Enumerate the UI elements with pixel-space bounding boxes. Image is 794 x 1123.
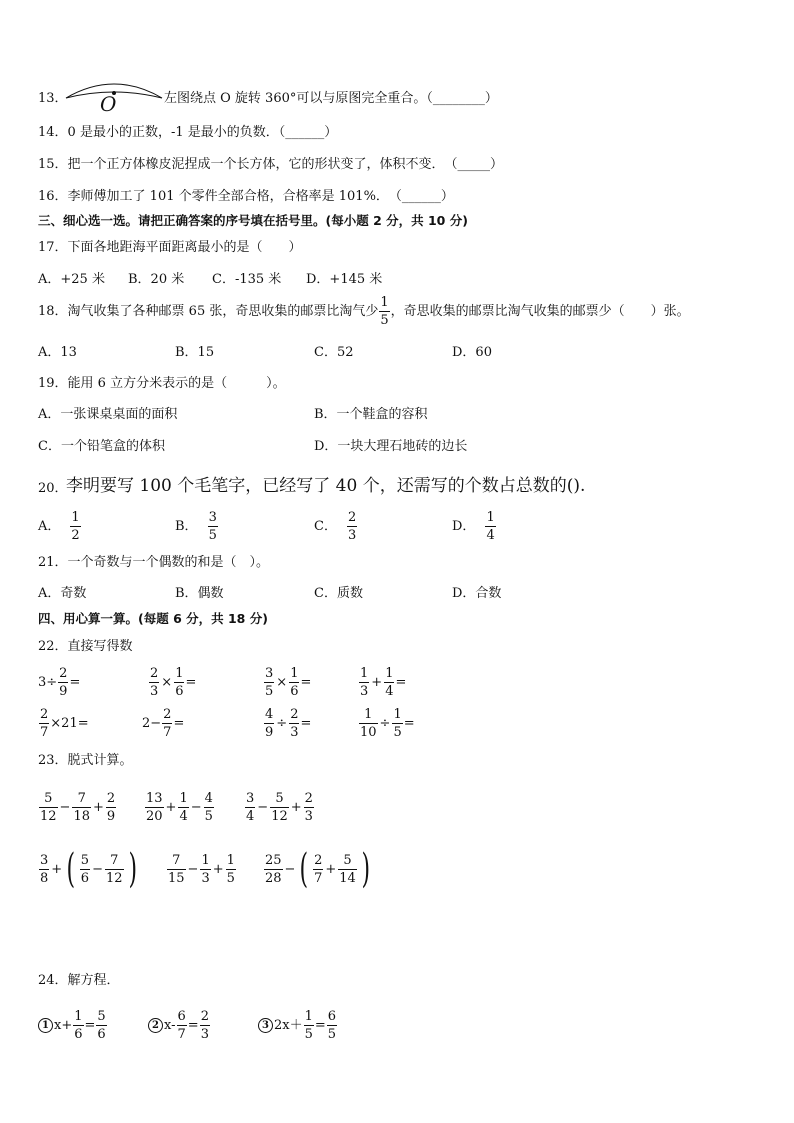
q20-option-c-label: C． xyxy=(314,518,337,534)
numerator: 2 xyxy=(150,665,159,681)
numerator: 1 xyxy=(385,665,394,681)
denominator: 20 xyxy=(146,808,163,824)
q24-equation-2 xyxy=(148,1005,211,1045)
q21-option-c: C．质数 xyxy=(314,586,363,601)
fraction-b xyxy=(384,667,394,698)
denominator: 4 xyxy=(246,808,255,824)
operator-2: + xyxy=(212,861,224,877)
q20-number: 20． xyxy=(38,481,68,496)
q18-stem-post: ，奇思收集的邮票比淘气收集的邮票少（ ）张。 xyxy=(390,304,690,319)
operator-1: − xyxy=(257,799,269,815)
numerator: 1 xyxy=(393,706,402,722)
fraction-2 xyxy=(327,1010,337,1041)
q19-stem: 19．能用 6 立方分米表示的是（ ）。 xyxy=(38,376,286,391)
q19-option-b: B．一个鞋盒的容积 xyxy=(314,407,428,422)
numerator: 1 xyxy=(179,790,188,806)
denominator: 7 xyxy=(163,724,172,740)
numerator: 2 xyxy=(290,706,299,722)
numerator: 1 xyxy=(364,706,373,722)
q20-option-d xyxy=(452,506,497,546)
fraction xyxy=(39,708,49,739)
q19-option-d: D．一块大理石地砖的边长 xyxy=(314,439,468,454)
denominator: 9 xyxy=(106,808,116,824)
fraction-2 xyxy=(178,792,188,823)
q18-fraction-denominator: 5 xyxy=(380,313,389,328)
q23-expr-4 xyxy=(38,847,140,891)
numerator: 1 xyxy=(304,1008,313,1024)
fraction-b xyxy=(174,667,184,698)
numerator: 1 xyxy=(175,665,184,681)
q18-stem-pre: 18．淘气收集了各种邮票 65 张，奇思收集的邮票比淘气少 xyxy=(38,304,379,319)
q17-stem: 17．下面各地距海平面距离最小的是（ ） xyxy=(38,240,302,255)
numerator: 25 xyxy=(265,852,282,868)
denominator: 18 xyxy=(73,808,90,824)
operator-1: + xyxy=(165,799,177,815)
numerator: 1 xyxy=(360,665,369,681)
q20-option-a-fraction xyxy=(70,511,80,542)
q22-expr-4 xyxy=(358,662,406,702)
equals: = xyxy=(314,1017,326,1033)
lead: 2− xyxy=(142,715,162,731)
tail: ×21= xyxy=(50,715,89,731)
denominator: 6 xyxy=(175,683,184,699)
fraction-a xyxy=(149,667,159,698)
q20-option-c-fraction xyxy=(347,511,357,542)
q19-option-a: A．一张课桌桌面的面积 xyxy=(38,407,178,422)
q23-expr-3 xyxy=(244,786,315,828)
numerator: 1 xyxy=(74,1008,83,1024)
denominator: 6 xyxy=(74,1026,83,1042)
section-4-title: 四、用心算一算。(每题 6 分，共 18 分) xyxy=(38,611,268,626)
q22-expr-1-fraction xyxy=(58,667,68,698)
q17-option-a: A．+25 米 xyxy=(38,272,105,287)
q20-stem: 李明要写 100 个毛笔字，已经写了 40 个，还需写的个数占总数的(). xyxy=(66,476,586,496)
denominator: 4 xyxy=(179,808,188,824)
q20-option-c xyxy=(314,506,358,546)
circled-number-1: 1 xyxy=(38,1018,53,1033)
numerator: 4 xyxy=(265,706,274,722)
denominator: 9 xyxy=(265,724,274,740)
numerator: 13 xyxy=(146,790,163,806)
operator-2: + xyxy=(290,799,302,815)
denominator: 5 xyxy=(226,870,235,886)
lead: 2x＋ xyxy=(274,1017,303,1033)
q18-stem xyxy=(38,296,690,327)
numerator: 5 xyxy=(97,1008,106,1024)
denominator: 7 xyxy=(314,870,323,886)
denominator: 9 xyxy=(59,683,68,699)
fraction-1 xyxy=(167,854,186,885)
circled-number-3: 3 xyxy=(258,1018,273,1033)
numerator: 6 xyxy=(177,1008,186,1024)
q14-text: 14．0 是最小的正数，-1 是最小的负数．（______） xyxy=(38,125,338,140)
q22-expr-8 xyxy=(358,703,415,743)
denominator: 5 xyxy=(204,808,213,824)
fraction-1 xyxy=(73,1010,83,1041)
q24-equation-1 xyxy=(38,1005,108,1045)
q17-option-b: B．20 米 xyxy=(128,272,185,287)
fraction-3 xyxy=(204,792,214,823)
fraction-3 xyxy=(105,854,124,885)
denominator: 28 xyxy=(265,870,282,886)
q21-option-a: A．奇数 xyxy=(38,586,87,601)
numerator: 2 xyxy=(40,706,49,722)
numerator: 2 xyxy=(304,790,313,806)
left-paren: ( xyxy=(66,846,76,892)
q18-option-b: B．15 xyxy=(175,345,215,360)
section-3-title: 三、细心选一选。请把正确答案的序号填在括号里。(每小题 2 分，共 10 分) xyxy=(38,213,468,228)
q20-option-d-numerator: 1 xyxy=(486,509,495,525)
q22-expr-5 xyxy=(38,703,89,743)
q20-option-b xyxy=(175,506,219,546)
denominator: 6 xyxy=(97,1026,106,1042)
q23-expr-6 xyxy=(263,847,373,891)
denominator: 3 xyxy=(304,808,313,824)
operator-1: − xyxy=(187,861,199,877)
equals: = xyxy=(300,674,312,690)
fraction-1 xyxy=(177,1010,187,1041)
q22-expr-1 xyxy=(38,662,80,702)
circled-number-2: 2 xyxy=(148,1018,163,1033)
operator-1: + xyxy=(51,861,63,877)
q20-option-c-denominator: 3 xyxy=(347,527,357,543)
fraction-1 xyxy=(39,792,58,823)
denominator: 7 xyxy=(177,1026,186,1042)
q13-text: 左图绕点 O 旋转 360°可以与原图完全重合。（________） xyxy=(164,91,498,106)
fraction-2 xyxy=(200,1010,210,1041)
denominator: 4 xyxy=(385,683,394,699)
numerator: 7 xyxy=(77,790,86,806)
operator-2: + xyxy=(325,861,337,877)
operator-2: − xyxy=(92,861,103,877)
right-paren: ) xyxy=(361,846,370,892)
q20-option-b-label: B． xyxy=(175,518,198,534)
denominator: 12 xyxy=(105,870,123,886)
q13-point-o: O xyxy=(100,92,117,116)
q18-fraction-numerator: 1 xyxy=(380,295,389,310)
q13-number: 13． xyxy=(38,91,68,106)
q18-option-c: C．52 xyxy=(314,345,354,360)
operator-1: − xyxy=(284,861,296,877)
right-paren: ) xyxy=(128,846,137,892)
left-paren: ( xyxy=(299,846,309,892)
fraction xyxy=(162,708,172,739)
numerator: 2 xyxy=(314,852,323,868)
q20-option-a-label: A． xyxy=(38,518,61,534)
operator: + xyxy=(371,674,383,690)
operator: ÷ xyxy=(276,715,288,731)
q20-option-c-numerator: 2 xyxy=(347,509,357,525)
q20-option-a xyxy=(38,506,82,546)
lead: x- xyxy=(164,1017,176,1033)
fraction-1 xyxy=(145,792,164,823)
fraction-1 xyxy=(245,792,255,823)
numerator: 3 xyxy=(265,665,274,681)
numerator: 3 xyxy=(40,852,49,868)
operator: × xyxy=(161,674,173,690)
q20-option-b-denominator: 5 xyxy=(208,527,217,543)
fraction-b xyxy=(289,708,299,739)
denominator: 5 xyxy=(393,724,402,740)
fraction-1 xyxy=(264,854,283,885)
denominator: 14 xyxy=(339,870,356,886)
numerator: 5 xyxy=(275,790,284,806)
denominator: 12 xyxy=(271,808,288,824)
q17-option-d: D．+145 米 xyxy=(306,272,383,287)
q20-option-b-fraction xyxy=(208,511,218,542)
denominator: 5 xyxy=(327,1026,337,1042)
lead: x+ xyxy=(54,1017,73,1033)
q20-option-d-label: D． xyxy=(452,518,476,534)
numerator: 5 xyxy=(44,790,53,806)
equals: = xyxy=(300,715,312,731)
q23-expr-2 xyxy=(144,786,215,828)
equals: = xyxy=(173,715,185,731)
q22-title: 22．直接写得数 xyxy=(38,639,133,654)
q20-option-d-denominator: 4 xyxy=(486,527,495,543)
denominator: 3 xyxy=(360,683,369,699)
denominator: 12 xyxy=(40,808,57,824)
denominator: 3 xyxy=(290,724,299,740)
numerator: 2 xyxy=(200,1008,209,1024)
denominator: 7 xyxy=(40,724,49,740)
q16-text: 16．李师傅加工了 101 个零件全部合格，合格率是 101%． （______） xyxy=(38,189,454,204)
fraction-a xyxy=(359,708,378,739)
q22-expr-1-lead: 3÷ xyxy=(38,674,58,690)
numerator: 2 xyxy=(106,790,116,806)
fraction-3 xyxy=(106,792,116,823)
denominator: 10 xyxy=(360,724,377,740)
numerator: 3 xyxy=(246,790,255,806)
equals: = xyxy=(187,1017,199,1033)
q23-title: 23．脱式计算。 xyxy=(38,753,133,768)
q23-expr-5 xyxy=(166,847,237,891)
denominator: 6 xyxy=(290,683,299,699)
denominator: 8 xyxy=(40,870,49,886)
fraction-b xyxy=(392,708,402,739)
q21-stem: 21．一个奇数与一个偶数的和是（ ）。 xyxy=(38,555,270,570)
denominator: 5 xyxy=(304,1026,313,1042)
numerator: 2 xyxy=(163,706,172,722)
q22-expr-6 xyxy=(142,703,184,743)
q15-text: 15．把一个正方体橡皮泥捏成一个长方体，它的形状变了，体积不变． （_____） xyxy=(38,157,504,172)
fraction-2 xyxy=(72,792,91,823)
equals: = xyxy=(69,674,81,690)
fraction-2 xyxy=(80,854,90,885)
fraction-2 xyxy=(200,854,210,885)
fraction-1 xyxy=(39,854,49,885)
fraction-2 xyxy=(313,854,323,885)
denominator: 3 xyxy=(201,870,210,886)
q20-option-a-numerator: 1 xyxy=(71,509,80,525)
equals: = xyxy=(84,1017,96,1033)
q22-expr-3 xyxy=(263,662,311,702)
operator: ÷ xyxy=(379,715,391,731)
q17-option-c: C．-135 米 xyxy=(212,272,282,287)
fraction-3 xyxy=(338,854,357,885)
q19-option-c: C．一个铅笔盒的体积 xyxy=(38,439,165,454)
fraction-3 xyxy=(226,854,236,885)
fraction-3 xyxy=(304,792,314,823)
q20-option-b-numerator: 3 xyxy=(208,509,217,525)
equals: = xyxy=(403,715,415,731)
q20-option-a-denominator: 2 xyxy=(71,527,80,543)
equals: = xyxy=(185,674,197,690)
fraction-2 xyxy=(96,1010,106,1041)
denominator: 3 xyxy=(200,1026,209,1042)
fraction-a xyxy=(264,708,274,739)
fraction-b xyxy=(289,667,299,698)
operator-2: + xyxy=(93,799,104,815)
numerator: 1 xyxy=(201,852,210,868)
operator-1: − xyxy=(59,799,71,815)
q24-title: 24．解方程． xyxy=(38,973,120,988)
fraction-a xyxy=(359,667,369,698)
q18-option-d: D．60 xyxy=(452,345,492,360)
numerator: 1 xyxy=(226,852,235,868)
q22-expr-2 xyxy=(148,662,196,702)
fraction-a xyxy=(264,667,274,698)
denominator: 6 xyxy=(80,870,90,886)
numerator: 2 xyxy=(59,665,68,681)
numerator: 4 xyxy=(204,790,213,806)
q23-expr-1 xyxy=(38,786,117,828)
q20-option-d-fraction xyxy=(485,511,495,542)
denominator: 5 xyxy=(265,683,274,699)
denominator: 3 xyxy=(150,683,159,699)
q21-option-b: B．偶数 xyxy=(175,586,224,601)
fraction-2 xyxy=(270,792,289,823)
numerator: 1 xyxy=(290,665,299,681)
numerator: 7 xyxy=(110,852,119,868)
q18-fraction xyxy=(379,296,389,327)
numerator: 5 xyxy=(80,852,90,868)
operator-2: − xyxy=(190,799,202,815)
denominator: 15 xyxy=(168,870,185,886)
operator: × xyxy=(276,674,288,690)
numerator: 7 xyxy=(172,852,181,868)
numerator: 6 xyxy=(327,1008,337,1024)
q24-equation-3 xyxy=(258,1005,338,1045)
numerator: 5 xyxy=(343,852,352,868)
equals: = xyxy=(395,674,407,690)
q21-option-d: D．合数 xyxy=(452,586,502,601)
fraction-1 xyxy=(304,1010,314,1041)
q18-option-a: A．13 xyxy=(38,345,77,360)
q22-expr-7 xyxy=(263,703,311,743)
